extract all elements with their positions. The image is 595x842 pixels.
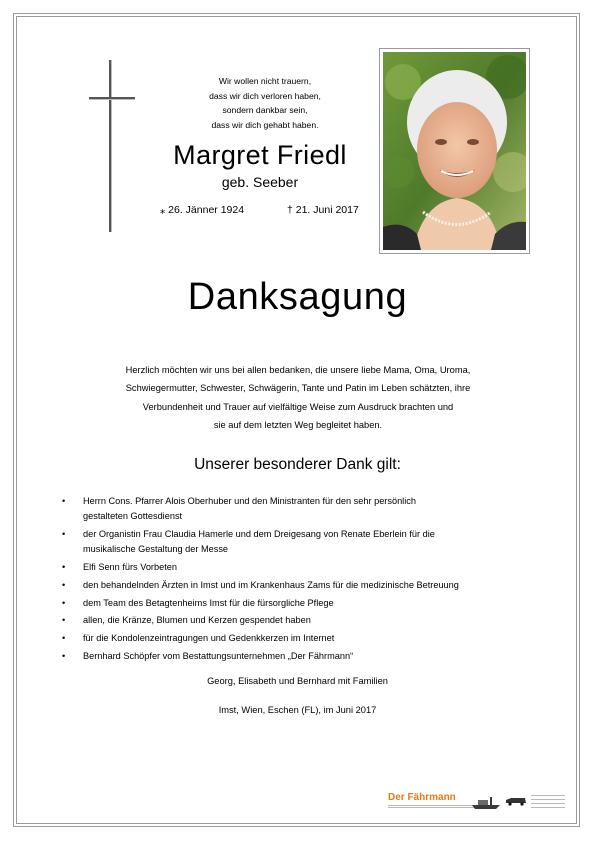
list-item [61,631,561,646]
page-heading: Danksagung [187,276,408,318]
list-item [61,613,561,628]
list-item-line: den behandelnden Ärzten in Imst und im Krankenhaus Zams für die medizinische Betreuung [83,579,459,590]
bullet-icon: • [62,633,66,644]
portrait-photo [379,48,530,254]
bullet-icon: • [62,615,66,626]
thanks-heading: Unserer besonderer Dank gilt: [194,456,401,473]
list-item-line: musikalische Gestaltung der Messe [83,544,229,555]
boat-icon [470,796,502,810]
contact-info-icon [531,795,565,811]
deceased-name: Margret Friedl [173,140,347,170]
intro-line: Verbundenheit und Trauer auf vielfältige Weise zum Ausdruck brachten und [142,401,454,412]
list-item [61,494,561,524]
death-date: † 21. Juni 2017 [287,204,359,216]
bullet-icon: • [62,529,66,539]
list-item [61,560,561,575]
intro-line: sie auf dem letzten Weg begleitet haben. [213,419,383,430]
list-item-line: gestalteten Gottesdienst [83,511,183,522]
family-signature: Georg, Elisabeth und Bernhard mit Familien [207,676,388,686]
list-item [61,649,561,664]
birth-name: geb. Seeber [221,174,299,190]
cross-icon [89,60,137,232]
list-item-line: für die Kondolenzeintragungen und Gedenkkerzen im Internet [83,633,335,644]
memorial-poem [160,74,370,132]
bullet-icon: • [62,579,66,590]
poem-line: Wir wollen nicht trauern, [218,76,312,86]
footer-branding [388,792,570,818]
list-item [61,578,561,593]
poem-line: dass wir dich verloren haben, [209,90,321,101]
list-item [61,527,561,557]
list-item-line: der Organistin Frau Claudia Hamerle und dem Dreigesang von Renate Eberlein für die [83,529,435,539]
poem-line: dass wir dich gehabt haben. [211,119,319,130]
list-item-line: Herrn Cons. Pfarrer Alois Oberhuber und den Ministranten für den sehr persönlich [83,496,416,506]
list-item-line: dem Team des Betagtenheims Imst für die fürsorgliche Pflege [83,597,334,608]
list-item [61,596,561,611]
place-date: Imst, Wien, Eschen (FL), im Juni 2017 [218,705,377,715]
list-item-line: Bernhard Schöpfer vom Bestattungsunternehmen „Der Fährmann“ [83,650,354,661]
bullet-icon: • [62,562,66,572]
poem-line: sondern dankbar sein, [222,105,308,115]
company-logo: Der Fährmann [388,792,456,803]
intro-paragraph [78,361,518,434]
intro-line: Schwiegermutter, Schwester, Schwägerin, Tante und Patin im Leben schätzten, ihre [125,383,471,394]
hearse-icon [505,796,527,806]
thanks-list [61,494,561,667]
intro-line: Herzlich möchten wir uns bei allen bedanken, die unsere liebe Mama, Oma, Uroma, [125,365,471,375]
birth-date: ⁎ 26. Jänner 1924 [160,204,245,216]
list-item-line: allen, die Kränze, Blumen und Kerzen gespendet haben [83,615,311,626]
bullet-icon: • [62,496,66,506]
bullet-icon: • [62,597,66,608]
bullet-icon: • [62,650,66,661]
list-item-line: Elfi Senn fürs Vorbeten [83,562,177,572]
portrait-image [383,52,526,250]
